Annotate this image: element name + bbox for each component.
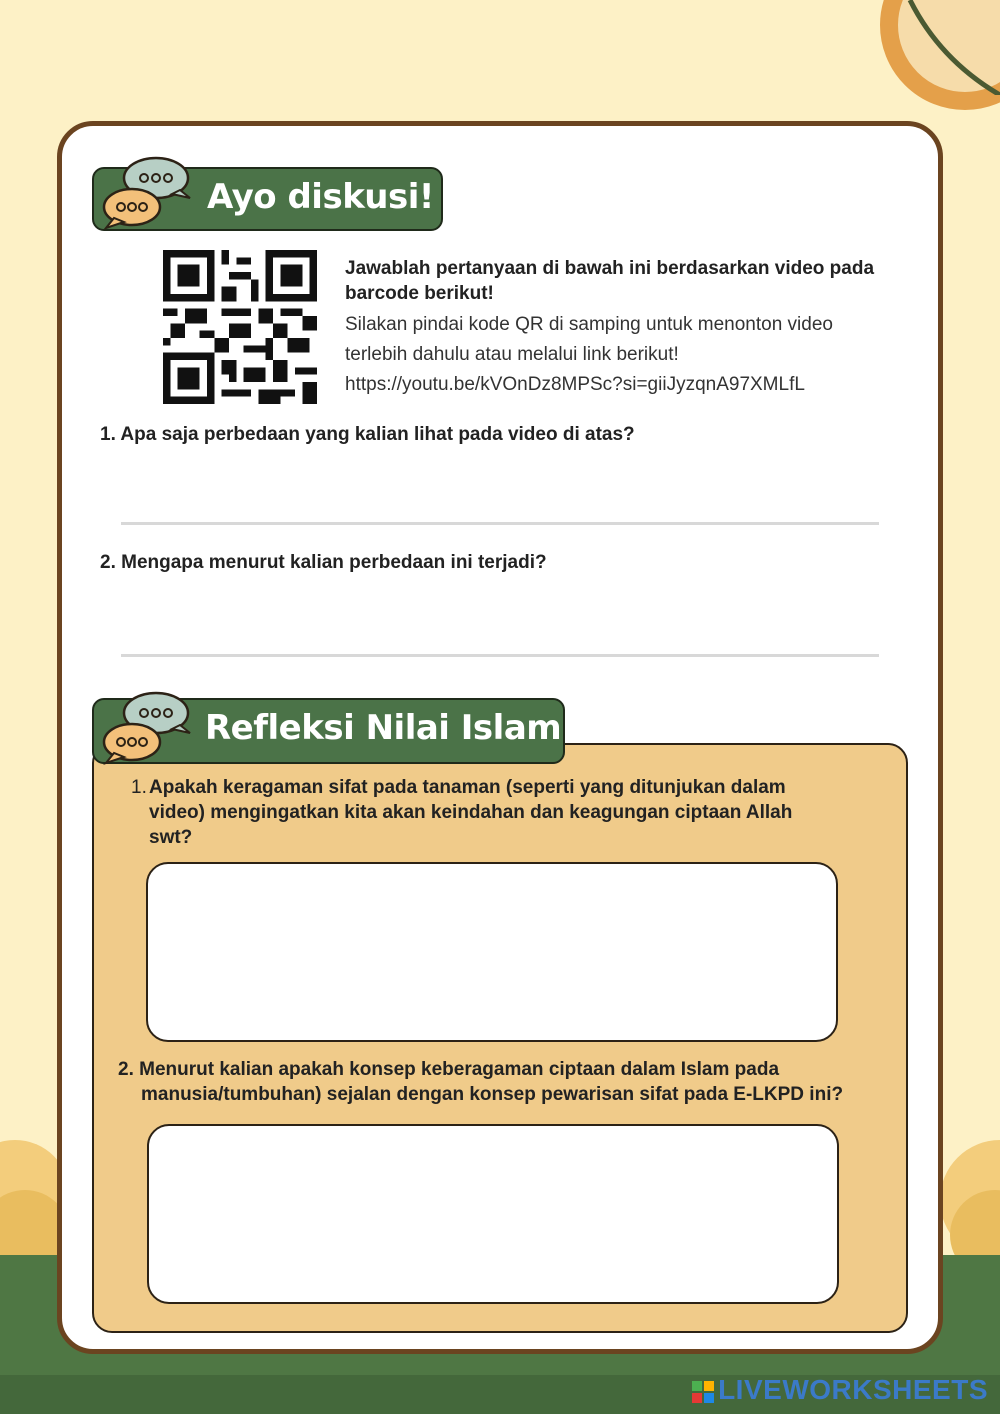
question-1: 1. Apa saja perbedaan yang kalian lihat pada video di atas?	[100, 424, 635, 445]
reflection-q1-line-2: video) mengingatkan kita akan keindahan dan keagungan ciptaan Allah	[149, 802, 793, 823]
liveworksheets-logo[interactable]	[692, 1374, 988, 1406]
instruction-line-2: terlebih dahulu atau melalui link berikut!	[345, 344, 679, 365]
reflection-q1-line-3: swt?	[149, 827, 193, 848]
instruction-bold: Jawablah pertanyaan di bawah ini berdasarkan video pada barcode berikut!	[345, 258, 875, 304]
liveworksheets-icon	[692, 1381, 714, 1403]
question-2: 2. Mengapa menurut kalian perbedaan ini terjadi?	[100, 552, 547, 573]
section2-title: Refleksi Nilai Islam	[205, 708, 562, 748]
chat-bubbles-icon	[96, 687, 196, 767]
planet-ring-decoration	[900, 0, 1000, 95]
video-link[interactable]: https://youtu.be/kVOnDz8MPSc?si=giiJyzqnA97XMLfL	[345, 374, 805, 395]
reflection-q1-line-1: Apakah keragaman sifat pada tanaman (seperti yang ditunjukan dalam	[149, 777, 786, 798]
reflection-q2-line-2: manusia/tumbuhan) sejalan dengan konsep pewarisan sifat pada E-LKPD ini?	[141, 1084, 844, 1105]
brand-name: LIVEWORKSHEETS	[718, 1374, 988, 1405]
reflection-answer-box-1[interactable]	[146, 862, 838, 1042]
answer-line-2[interactable]	[121, 654, 879, 657]
qr-code-icon[interactable]	[163, 250, 317, 404]
reflection-q2-line-1: 2. Menurut kalian apakah konsep keberagaman ciptaan dalam Islam pada	[118, 1059, 780, 1080]
section1-title: Ayo diskusi!	[207, 177, 434, 217]
chat-bubbles-icon	[96, 152, 196, 232]
instruction-line-1: Silakan pindai kode QR di samping untuk menonton video	[345, 314, 833, 335]
answer-line-1[interactable]	[121, 522, 879, 525]
reflection-q1-number: 1.	[131, 777, 147, 798]
reflection-answer-box-2[interactable]	[147, 1124, 839, 1304]
